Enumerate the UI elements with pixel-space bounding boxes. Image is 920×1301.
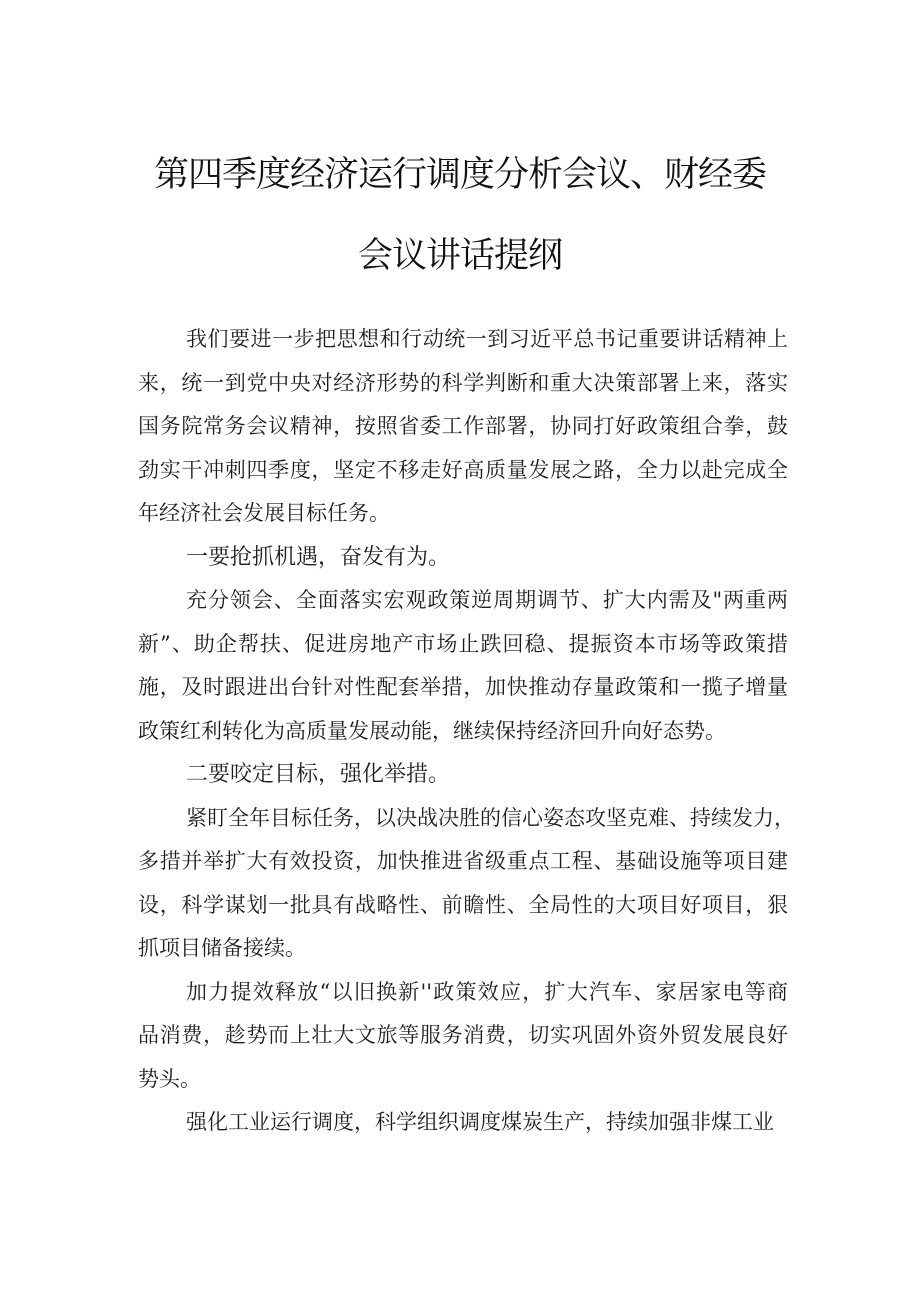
body-line: 国务院常务会议精神，按照省委工作部署，协同打好政策组合拳，鼓 — [138, 414, 788, 438]
body-line: 品消费，趁势而上壮大文旅等服务消费，切实巩固外资外贸发展良好 — [138, 1023, 788, 1047]
body-line: 新”、助企帮扶、促进房地产市场止跌回稳、提振资本市场等政策措 — [138, 631, 788, 656]
body-line: 多措并举扩大有效投资，加快推进省级重点工程、基础设施等项目建 — [138, 849, 788, 873]
section-heading: 二要咬定目标，强化举措。 — [186, 762, 451, 787]
body-line: 来，统一到党中央对经济形势的科学判断和重大决策部署上来，落实 — [138, 370, 788, 395]
body-line: 年经济社会发展目标任务。 — [138, 501, 390, 525]
body-line: 政策红利转化为高质量发展动能，继续保持经济回升向好态势。 — [138, 718, 726, 743]
document-body — [138, 318, 795, 1145]
body-line: 紧盯全年目标任务，以决战决胜的信心姿态攻坚克难、持续发力， — [186, 805, 795, 830]
body-line: 设，科学谋划一批具有战略性、前瞻性、全局性的大项目好项目，狠 — [138, 892, 788, 917]
body-line: 劲实干冲刺四季度，坚定不移走好高质量发展之路，全力以赴完成全 — [138, 457, 788, 482]
body-line: 施，及时跟进出台针对性配套举措，加快推动存量政策和一揽子增量 — [138, 675, 788, 699]
document-title-line-1: 第四季度经济运行调度分析会议、财经委 — [153, 155, 766, 195]
body-line: 强化工业运行调度，科学组织调度煤炭生产，持续加强非煤工业 — [186, 1110, 774, 1134]
body-line: 抓项目储备接续。 — [138, 936, 306, 960]
section-heading: 一要抢抓机遇，奋发有为。 — [186, 544, 451, 570]
body-line: 加力提效释放“以旧换新''政策效应，扩大汽车、家居家电等商 — [186, 979, 788, 1004]
body-line: 势头。 — [138, 1066, 201, 1091]
body-line: 充分领会、全面落实宏观政策逆周期调节、扩大内需及"两重两 — [186, 588, 788, 612]
document-title-line-2: 会议讲话提纲 — [357, 236, 562, 276]
body-line: 我们要进一步把思想和行动统一到习近平总书记重要讲话精神上 — [186, 327, 788, 351]
